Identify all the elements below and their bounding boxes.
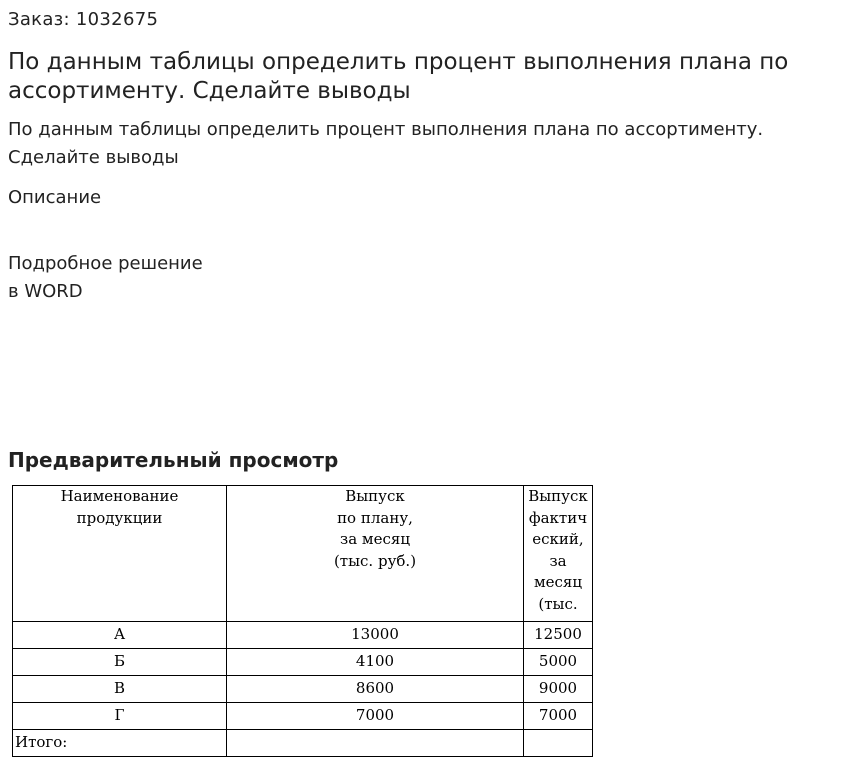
header-product-name: Наименование продукции bbox=[13, 486, 227, 622]
row-plan-value: 7000 bbox=[227, 703, 524, 730]
table-total-row bbox=[13, 730, 593, 757]
header-plan-output: Выпуск по плану, за месяц (тыс. руб.) bbox=[227, 486, 524, 622]
row-fact-value: 5000 bbox=[524, 649, 593, 676]
total-fact-value bbox=[524, 730, 593, 757]
row-plan-value: 8600 bbox=[227, 676, 524, 703]
preview-heading: Предварительный просмотр bbox=[8, 448, 339, 472]
task-title: По данным таблицы определить процент выполнения плана по ассортименту. Сделайте выводы bbox=[8, 49, 789, 104]
row-product-name: Б bbox=[13, 649, 227, 676]
row-fact-value: 7000 bbox=[524, 703, 593, 730]
row-fact-value: 9000 bbox=[524, 676, 593, 703]
table-header-row bbox=[13, 486, 593, 622]
table-row bbox=[13, 649, 593, 676]
task-description: По данным таблицы определить процент выполнения плана по ассортименту. Сделайте выводы bbox=[8, 119, 764, 168]
row-plan-value: 4100 bbox=[227, 649, 524, 676]
total-plan-value bbox=[227, 730, 524, 757]
solution-info bbox=[8, 250, 203, 306]
table-row bbox=[13, 703, 593, 730]
order-number: Заказ: 1032675 bbox=[8, 9, 159, 30]
solution-line-1: Подробное решение bbox=[8, 253, 203, 274]
description-label: Описание bbox=[8, 187, 102, 208]
table-row bbox=[13, 622, 593, 649]
table-row bbox=[13, 676, 593, 703]
row-plan-value: 13000 bbox=[227, 622, 524, 649]
solution-line-2: в WORD bbox=[8, 281, 83, 302]
header-fact-output bbox=[524, 486, 593, 622]
row-product-name: Г bbox=[13, 703, 227, 730]
preview-table bbox=[12, 485, 593, 757]
header-fact-output-text: Выпуск фактич еский, за месяц (тыс. bbox=[528, 487, 588, 613]
row-fact-value: 12500 bbox=[524, 622, 593, 649]
total-label: Итого: bbox=[13, 730, 227, 757]
row-product-name: А bbox=[13, 622, 227, 649]
row-product-name: В bbox=[13, 676, 227, 703]
